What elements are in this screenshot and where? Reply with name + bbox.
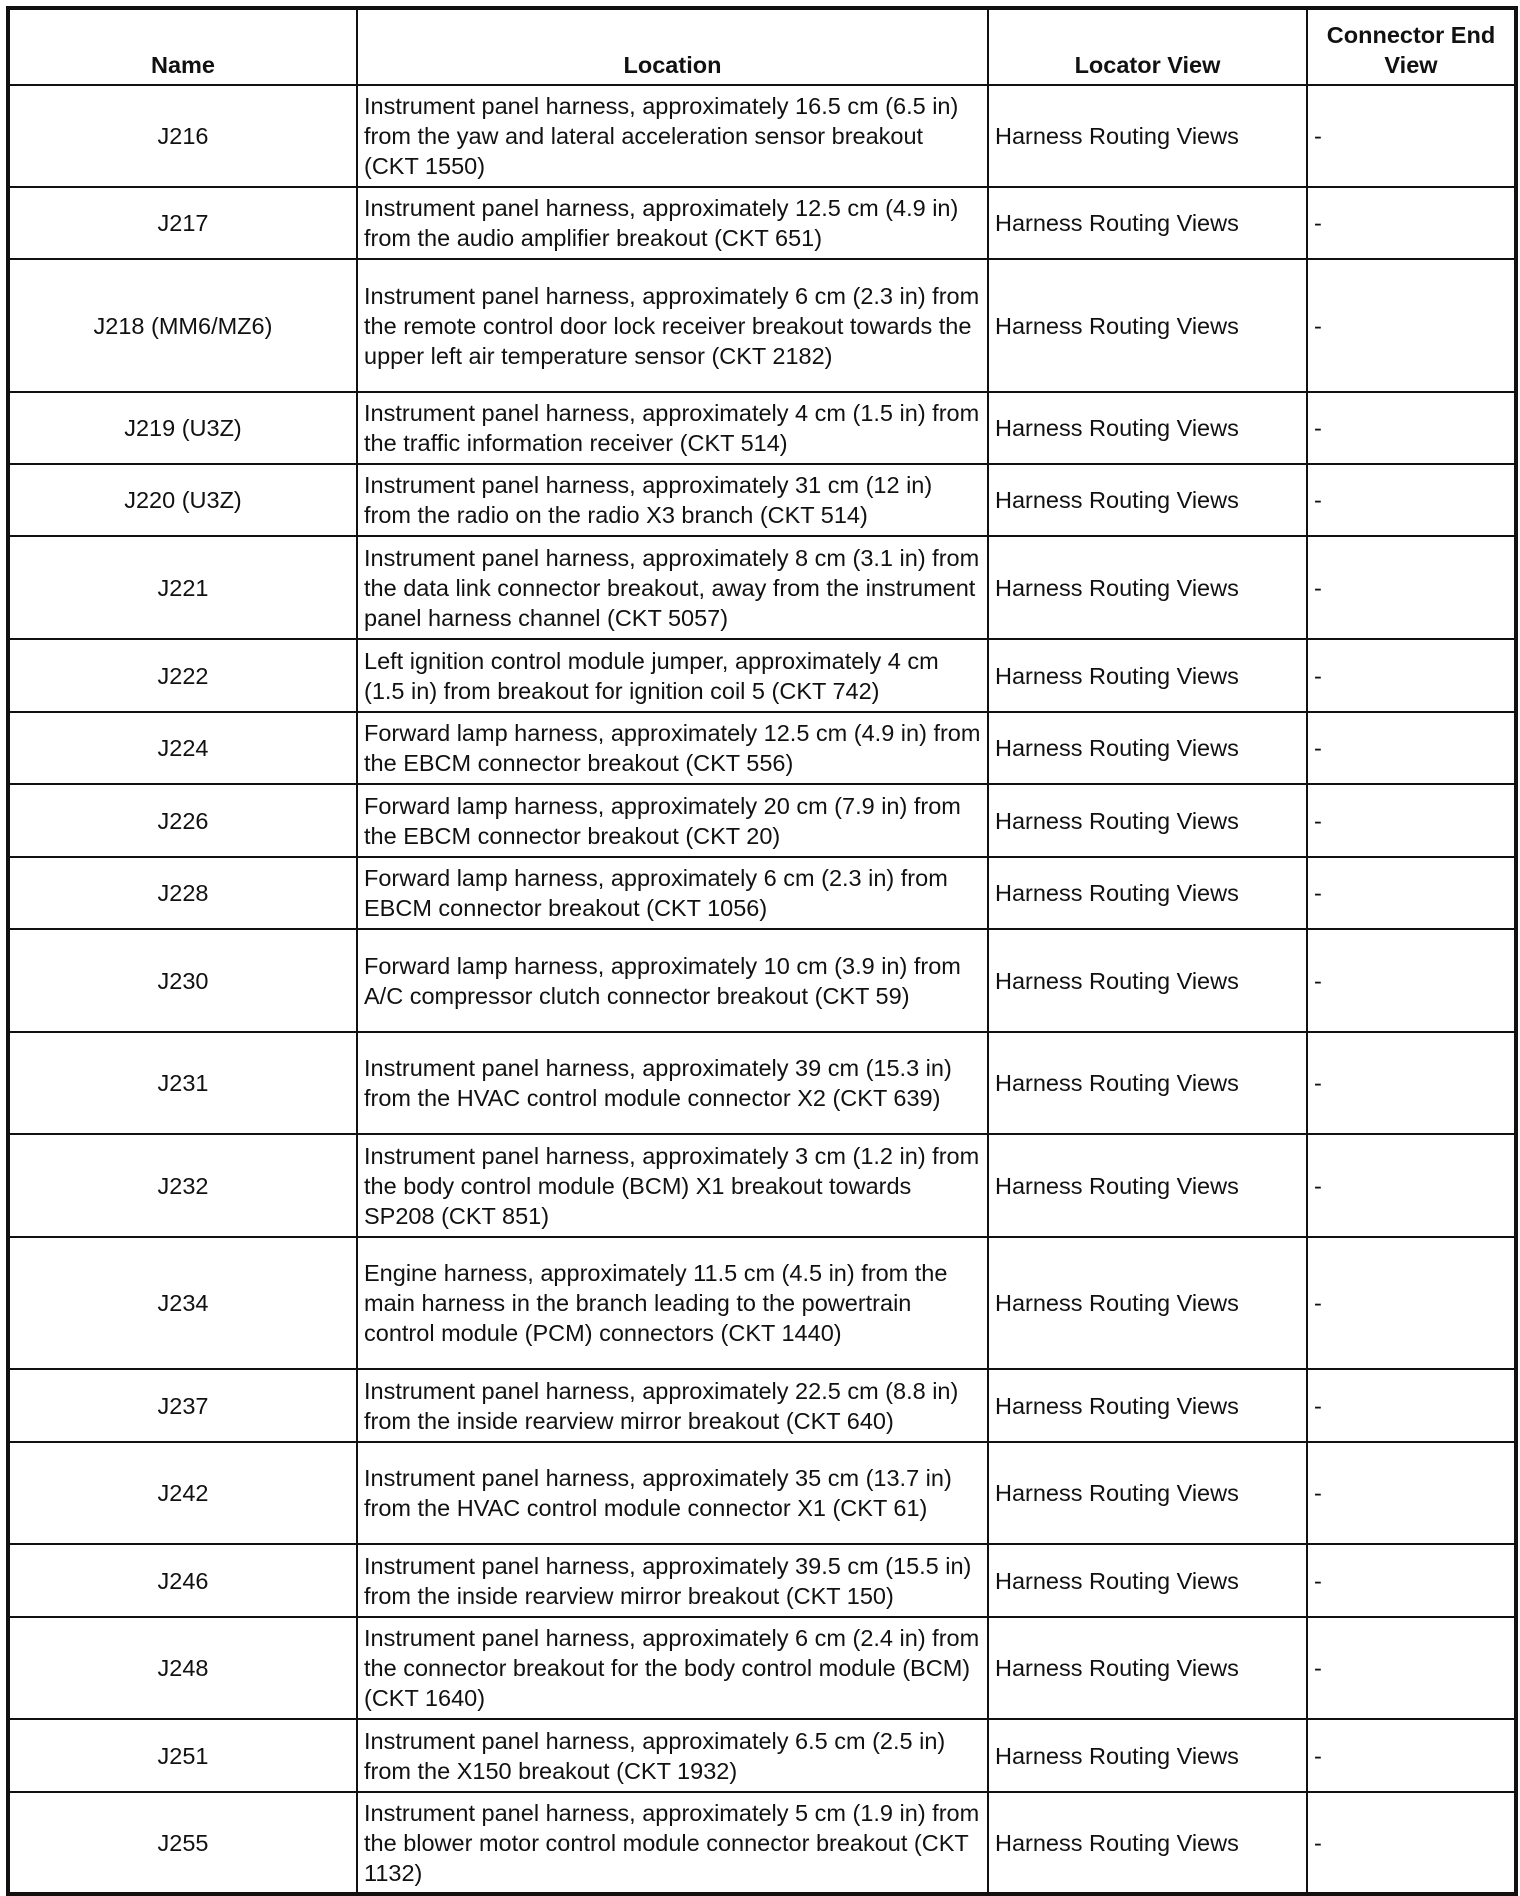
- cell-location: Forward lamp harness, approximately 12.5 cm (4.9 in) from the EBCM connector breakout (CKT 556): [357, 712, 988, 784]
- cell-connector-end-view: -: [1307, 639, 1516, 712]
- cell-location: Instrument panel harness, approximately 16.5 cm (6.5 in) from the yaw and lateral acceleration sensor breakout (CKT 1550): [357, 85, 988, 187]
- cell-locator-view: Harness Routing Views: [988, 639, 1307, 712]
- cell-location: Forward lamp harness, approximately 10 cm (3.9 in) from A/C compressor clutch connector breakout (CKT 59): [357, 929, 988, 1032]
- cell-connector-end-view: -: [1307, 1719, 1516, 1792]
- cell-locator-view: Harness Routing Views: [988, 784, 1307, 857]
- cell-connector-end-view: -: [1307, 1792, 1516, 1894]
- cell-locator-view: Harness Routing Views: [988, 1369, 1307, 1442]
- cell-location: Instrument panel harness, approximately 8 cm (3.1 in) from the data link connector breakout, away from the instrument panel harness channel (CKT 5057): [357, 536, 988, 639]
- cell-locator-view: Harness Routing Views: [988, 1544, 1307, 1617]
- cell-location: Instrument panel harness, approximately 12.5 cm (4.9 in) from the audio amplifier breakout (CKT 651): [357, 187, 988, 259]
- cell-locator-view: Harness Routing Views: [988, 85, 1307, 187]
- cell-connector-end-view: -: [1307, 85, 1516, 187]
- cell-name: J221: [8, 536, 357, 639]
- cell-name: J220 (U3Z): [8, 464, 357, 536]
- cell-locator-view: Harness Routing Views: [988, 187, 1307, 259]
- table-row: [8, 857, 1516, 929]
- header-name: Name: [8, 8, 357, 85]
- header-location: Location: [357, 8, 988, 85]
- cell-name: J218 (MM6/MZ6): [8, 259, 357, 392]
- cell-locator-view: Harness Routing Views: [988, 929, 1307, 1032]
- cell-locator-view: Harness Routing Views: [988, 1617, 1307, 1719]
- table-row: [8, 1544, 1516, 1617]
- cell-locator-view: Harness Routing Views: [988, 259, 1307, 392]
- cell-location: Instrument panel harness, approximately 35 cm (13.7 in) from the HVAC control module connector X1 (CKT 61): [357, 1442, 988, 1544]
- cell-location: Instrument panel harness, approximately 3 cm (1.2 in) from the body control module (BCM) X1 breakout towards SP208 (CKT 851): [357, 1134, 988, 1237]
- cell-name: J222: [8, 639, 357, 712]
- table-row: [8, 464, 1516, 536]
- cell-name: J237: [8, 1369, 357, 1442]
- cell-locator-view: Harness Routing Views: [988, 857, 1307, 929]
- cell-location: Instrument panel harness, approximately 39 cm (15.3 in) from the HVAC control module connector X2 (CKT 639): [357, 1032, 988, 1134]
- cell-name: J232: [8, 1134, 357, 1237]
- cell-name: J230: [8, 929, 357, 1032]
- cell-name: J226: [8, 784, 357, 857]
- cell-locator-view: Harness Routing Views: [988, 1719, 1307, 1792]
- cell-location: Instrument panel harness, approximately 6 cm (2.4 in) from the connector breakout for the body control module (BCM) (CKT 1640): [357, 1617, 988, 1719]
- table-row: [8, 1237, 1516, 1369]
- cell-connector-end-view: -: [1307, 259, 1516, 392]
- header-connector-end-view: Connector End View: [1307, 8, 1516, 85]
- table-row: [8, 259, 1516, 392]
- table-row: [8, 1134, 1516, 1237]
- cell-location: Instrument panel harness, approximately 5 cm (1.9 in) from the blower motor control module connector breakout (CKT 1132): [357, 1792, 988, 1894]
- table-row: [8, 1369, 1516, 1442]
- cell-connector-end-view: -: [1307, 464, 1516, 536]
- cell-location: Instrument panel harness, approximately 39.5 cm (15.5 in) from the inside rearview mirror breakout (CKT 150): [357, 1544, 988, 1617]
- cell-name: J224: [8, 712, 357, 784]
- table-row: [8, 1617, 1516, 1719]
- cell-location: Forward lamp harness, approximately 20 cm (7.9 in) from the EBCM connector breakout (CKT 20): [357, 784, 988, 857]
- cell-locator-view: Harness Routing Views: [988, 536, 1307, 639]
- cell-connector-end-view: -: [1307, 392, 1516, 464]
- cell-connector-end-view: -: [1307, 929, 1516, 1032]
- cell-name: J246: [8, 1544, 357, 1617]
- cell-name: J219 (U3Z): [8, 392, 357, 464]
- cell-location: Instrument panel harness, approximately 6.5 cm (2.5 in) from the X150 breakout (CKT 1932): [357, 1719, 988, 1792]
- cell-connector-end-view: -: [1307, 1369, 1516, 1442]
- cell-connector-end-view: -: [1307, 1617, 1516, 1719]
- cell-location: Instrument panel harness, approximately 6 cm (2.3 in) from the remote control door lock receiver breakout towards the upper left air temperature sensor (CKT 2182): [357, 259, 988, 392]
- cell-name: J234: [8, 1237, 357, 1369]
- table-row: [8, 1442, 1516, 1544]
- cell-locator-view: Harness Routing Views: [988, 1237, 1307, 1369]
- cell-locator-view: Harness Routing Views: [988, 1792, 1307, 1894]
- table-row: [8, 1032, 1516, 1134]
- cell-location: Instrument panel harness, approximately 22.5 cm (8.8 in) from the inside rearview mirror breakout (CKT 640): [357, 1369, 988, 1442]
- cell-name: J216: [8, 85, 357, 187]
- cell-connector-end-view: -: [1307, 712, 1516, 784]
- table-header-row: [8, 8, 1516, 85]
- cell-locator-view: Harness Routing Views: [988, 392, 1307, 464]
- cell-location: Left ignition control module jumper, approximately 4 cm (1.5 in) from breakout for ignition coil 5 (CKT 742): [357, 639, 988, 712]
- cell-location: Instrument panel harness, approximately 31 cm (12 in) from the radio on the radio X3 branch (CKT 514): [357, 464, 988, 536]
- cell-name: J228: [8, 857, 357, 929]
- table-row: [8, 85, 1516, 187]
- table-row: [8, 712, 1516, 784]
- table-row: [8, 639, 1516, 712]
- table-row: [8, 536, 1516, 639]
- table-row: [8, 784, 1516, 857]
- cell-connector-end-view: -: [1307, 536, 1516, 639]
- cell-name: J255: [8, 1792, 357, 1894]
- connector-locations-table: [6, 6, 1518, 1896]
- cell-name: J217: [8, 187, 357, 259]
- table-row: [8, 929, 1516, 1032]
- cell-connector-end-view: -: [1307, 1134, 1516, 1237]
- cell-connector-end-view: -: [1307, 1544, 1516, 1617]
- cell-connector-end-view: -: [1307, 857, 1516, 929]
- cell-connector-end-view: -: [1307, 187, 1516, 259]
- cell-locator-view: Harness Routing Views: [988, 712, 1307, 784]
- cell-location: Instrument panel harness, approximately 4 cm (1.5 in) from the traffic information receiver (CKT 514): [357, 392, 988, 464]
- cell-locator-view: Harness Routing Views: [988, 1032, 1307, 1134]
- cell-name: J251: [8, 1719, 357, 1792]
- cell-name: J242: [8, 1442, 357, 1544]
- cell-connector-end-view: -: [1307, 1442, 1516, 1544]
- cell-connector-end-view: -: [1307, 1237, 1516, 1369]
- cell-connector-end-view: -: [1307, 1032, 1516, 1134]
- cell-locator-view: Harness Routing Views: [988, 464, 1307, 536]
- cell-name: J248: [8, 1617, 357, 1719]
- cell-name: J231: [8, 1032, 357, 1134]
- table-row: [8, 187, 1516, 259]
- cell-location: Forward lamp harness, approximately 6 cm (2.3 in) from EBCM connector breakout (CKT 1056): [357, 857, 988, 929]
- table-row: [8, 392, 1516, 464]
- table-row: [8, 1719, 1516, 1792]
- cell-location: Engine harness, approximately 11.5 cm (4.5 in) from the main harness in the branch leading to the powertrain control module (PCM) connectors (CKT 1440): [357, 1237, 988, 1369]
- cell-locator-view: Harness Routing Views: [988, 1442, 1307, 1544]
- cell-connector-end-view: -: [1307, 784, 1516, 857]
- cell-locator-view: Harness Routing Views: [988, 1134, 1307, 1237]
- table-row: [8, 1792, 1516, 1894]
- header-locator-view: Locator View: [988, 8, 1307, 85]
